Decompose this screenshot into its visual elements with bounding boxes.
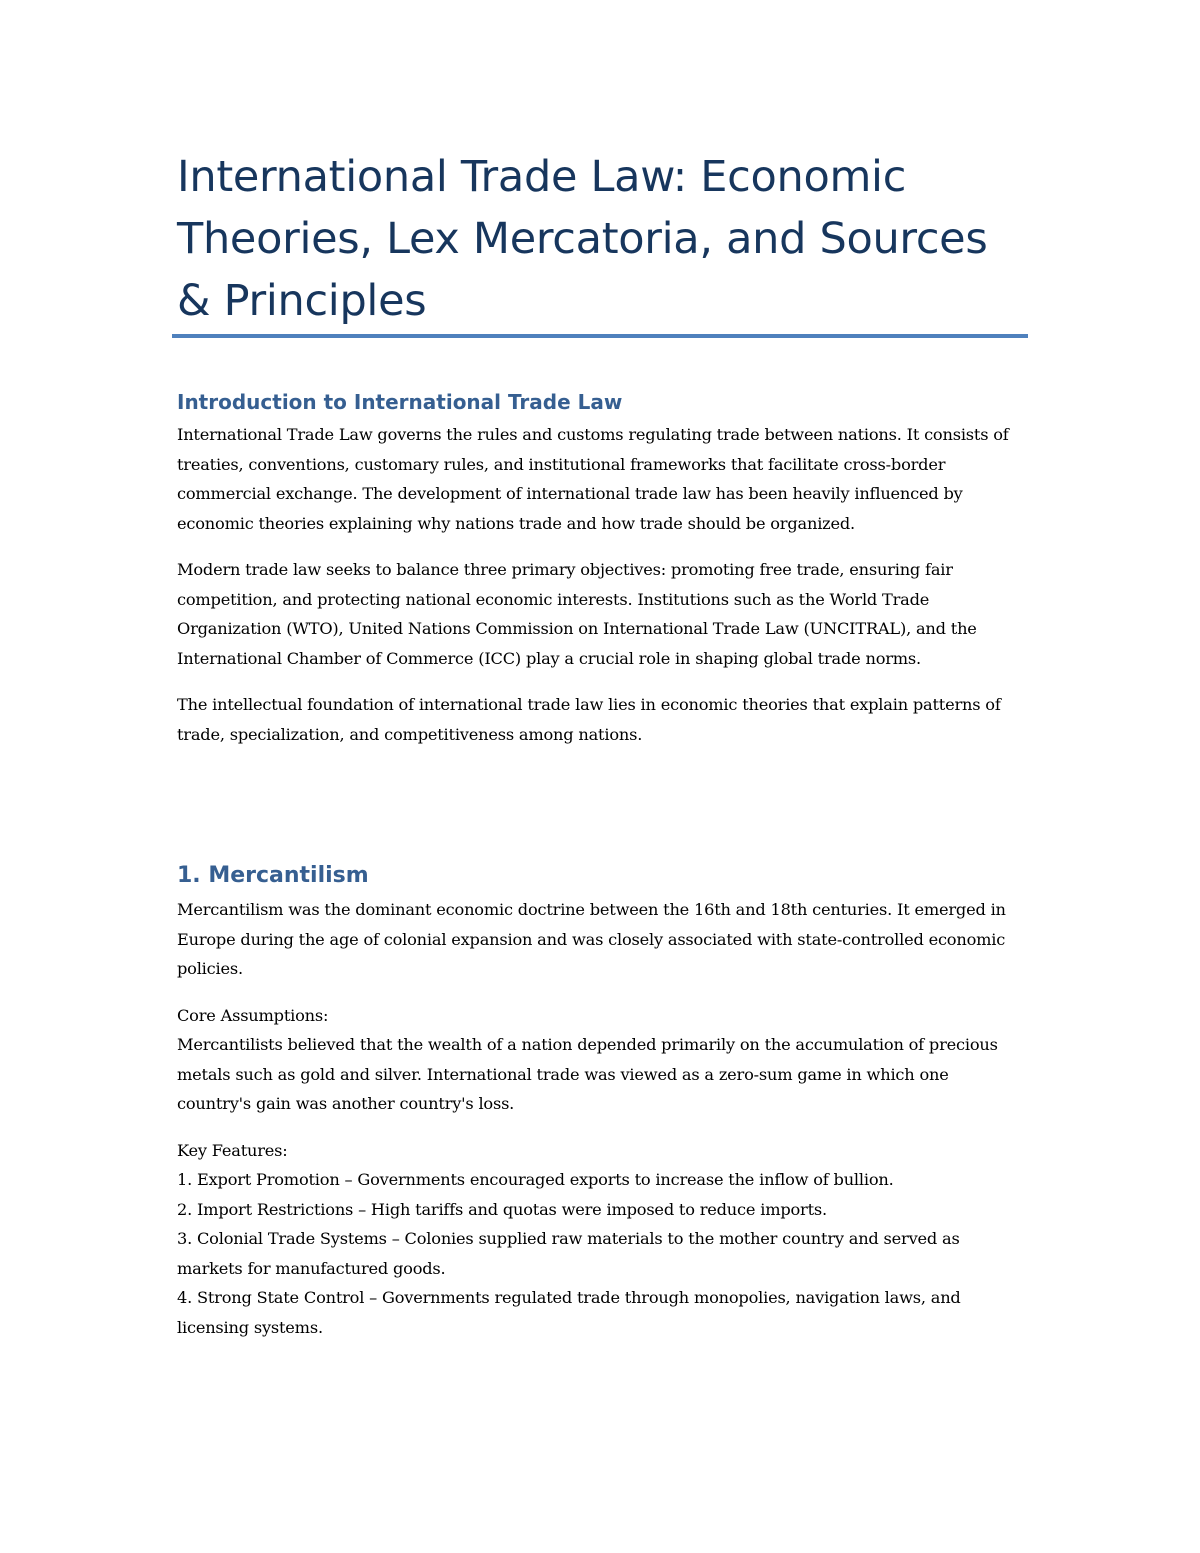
- list-item: 3. Colonial Trade Systems – Colonies supplied raw materials to the mother country and served as markets for manufactured goods.: [177, 1229, 960, 1278]
- intro-paragraph-2: Modern trade law seeks to balance three primary objectives: promoting free trade, ensuring fair competition, and protecting national economic interests. Institutions such as the World Trade Organization (WTO), United Nations Commission on International Trade Law (UNCITRAL), and the International Chamber of Commerce (ICC) play a crucial role in shaping global trade norms.: [177, 560, 977, 668]
- mercantilism-heading: 1. Mercantilism: [177, 863, 369, 888]
- list-item: 1. Export Promotion – Governments encouraged exports to increase the inflow of bullion.: [177, 1170, 894, 1189]
- core-assumptions-text: Mercantilists believed that the wealth of a nation depended primarily on the accumulation of precious metals such as gold and silver. International trade was viewed as a zero-sum game in which one country's gain was another country's loss.: [177, 1035, 998, 1113]
- key-features-label: Key Features:: [177, 1140, 288, 1160]
- list-item: 4. Strong State Control – Governments regulated trade through monopolies, navigation laws, and licensing systems.: [177, 1288, 961, 1337]
- document-title: International Trade Law: Economic Theories, Lex Mercatoria, and Sources & Principles: [177, 152, 988, 326]
- mercantilism-section: [177, 861, 1027, 1342]
- core-assumptions-label: Core Assumptions:: [177, 1005, 329, 1025]
- intro-section: [177, 388, 1027, 749]
- title-block: [177, 146, 1027, 332]
- intro-paragraph-3: The intellectual foundation of international trade law lies in economic theories that explain patterns of trade, specialization, and competitiveness among nations.: [177, 695, 1001, 744]
- key-features: [177, 1136, 1027, 1343]
- intro-paragraph-1: International Trade Law governs the rules and customs regulating trade between nations. It consists of treaties, conventions, customary rules, and institutional frameworks that facilitate cross-border commercial exchange. The development of international trade law has been heavily influenced by economic theories explaining why nations trade and how trade should be organized.: [177, 425, 1009, 533]
- core-assumptions: [177, 1001, 1027, 1119]
- title-divider: [172, 334, 1028, 338]
- list-item: 2. Import Restrictions – High tariffs and quotas were imposed to reduce imports.: [177, 1199, 827, 1219]
- intro-heading: Introduction to International Trade Law: [177, 390, 623, 414]
- mercantilism-paragraph-1: Mercantilism was the dominant economic doctrine between the 16th and 18th centuries. It emerged in Europe during the age of colonial expansion and was closely associated with state-controlled economic policies.: [177, 900, 1006, 978]
